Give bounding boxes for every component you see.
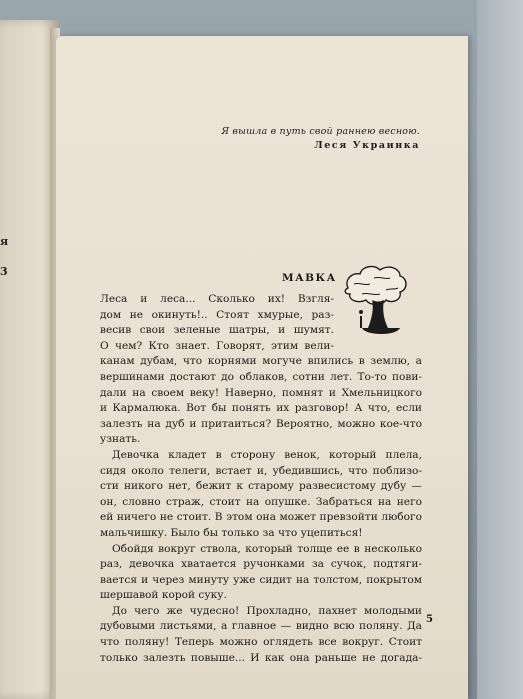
text-line: раз, девочка хватается ручонками за сучок, подтяги- [100,558,422,571]
text-line: дали на своем веку! Наверно, помнят и Хмельницкого [100,386,422,399]
text-line: весив свои зеленые шатры, и шумят. [100,324,334,337]
left-page-mark: я [0,235,9,248]
text-line: залезть на дуб и притаиться? Вероятно, можно кое-что [100,417,422,430]
epigraph [221,126,420,151]
text-line: сидя около телеги, встает и, убедившись, что поблизо- [100,464,422,477]
text-line: Леса и леса... Сколько их! Взгля- [100,293,334,305]
text-line: О чем? Кто знает. Говорят, этим вели- [100,339,334,352]
text-line: ей ничего не стоит. В этом она может превзойти любого [100,511,422,524]
text-line: Обойдя вокруг ствола, который толще ее в несколько [112,542,422,555]
text-line: узнать. [100,433,141,446]
text-line: шершавой корой суку. [100,589,227,602]
text-line: канам дубам, что корнями могуче впились в землю, а [100,355,422,368]
text-line: только залезть повыше... И как она раньше не догада- [100,651,422,664]
text-line: сти никого нет, бежит к старому развесистому дубу — [100,480,422,493]
epigraph-line: Я вышла в путь свой раннею весною. [221,126,420,137]
text-line: вается и через минуту уже сидит на толстом, покрытом [100,573,422,586]
text-line: дубовыми листьями, а главное — видно всю поляну. Да [100,620,422,633]
left-page-mark: 3 [0,265,8,278]
text-line: дом не окинуть!.. Стоят хмурые, раз- [100,308,334,321]
desk-surface [477,0,523,699]
text-line: вершинами достают до облаков, сотни лет. То-то пови- [100,370,422,383]
book-page [56,36,468,699]
body-text [100,292,422,666]
text-line: Девочка кладет в сторону венок, который плела, [112,448,422,461]
text-line: и Кармалюка. Вот бы понять их разговор! А что, если [100,402,422,415]
chapter-title: МАВКА [282,272,337,284]
text-line: что поляну! Теперь можно оглядеть все вокруг. Стоит [100,636,422,649]
epigraph-author: Леся Украинка [314,140,420,151]
text-line: До чего же чудесно! Прохладно, пахнет молодыми [112,604,422,617]
page-number: 5 [426,614,433,625]
text-line: он, словно страж, стоит на опушке. Забраться на него [100,495,422,508]
text-line: мальчишку. Было бы только за что уцепиться! [100,526,363,539]
